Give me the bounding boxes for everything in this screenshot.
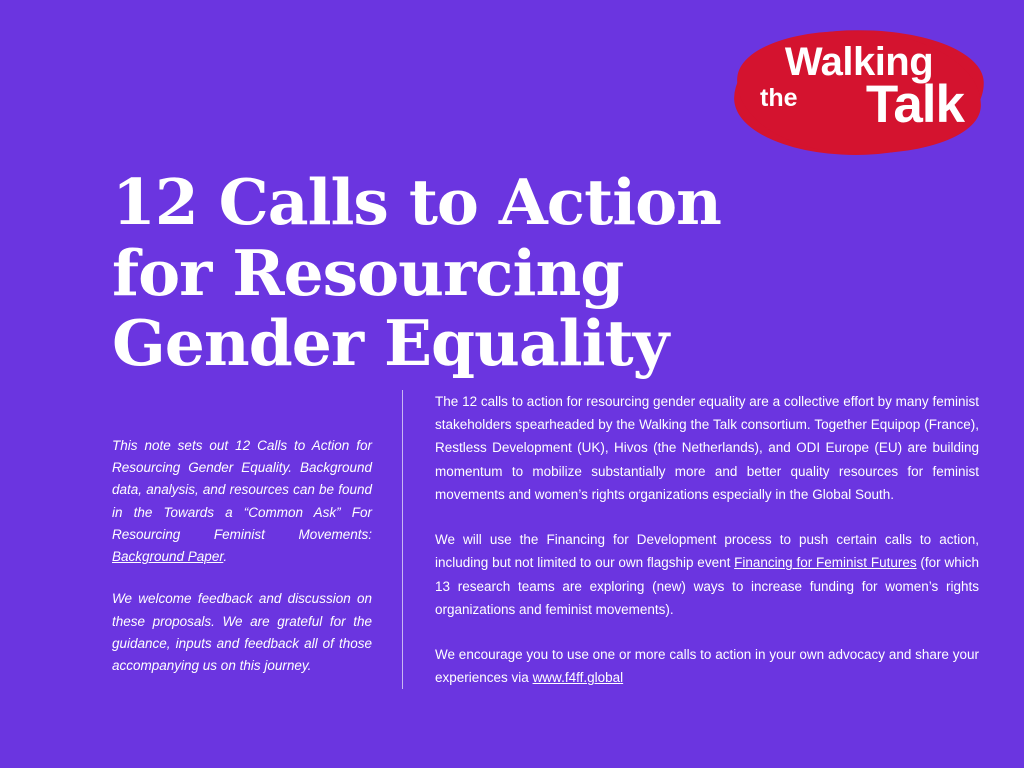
note-paragraph-1-tail: . [223,549,228,565]
right-body-column [435,390,979,689]
body-paragraph-2 [435,528,979,621]
note-paragraph-2: We welcome feedback and discussion on these proposals. We are grateful for the guidance, inputs and feedback all of those accompanying us on this journey. [112,591,372,674]
page-title [112,167,812,379]
logo-line-the: the [760,84,798,112]
body-paragraph-1: The 12 calls to action for resourcing gender equality are a collective effort by many feminist stakeholders spearheaded by the Walking the Talk consortium. Together Equipop (France), Restless Development (UK), Hivos (the Netherlands), and ODI Europe (EU) are building momentum to mobilize substantially more and better quality resources for feminist movements and women’s rights organizations especially in the Global South. [435,394,979,502]
body-paragraph-2-head: We will use the Financing for Development process to push certain calls to action, including but not limited to our own flagship event [435,532,979,571]
title-line-2: for Resourcing [112,235,624,310]
column-divider [402,390,403,689]
walking-the-talk-logo [734,30,984,155]
body-paragraph-3-head: We encourage you to use one or more calls to action in your own advocacy and share your experiences via [435,646,979,686]
title-line-3: Gender Equality [112,306,669,381]
note-paragraph-1 [112,435,372,569]
title-line-1: 12 Calls to Action [112,165,721,240]
body-paragraph-3 [435,643,979,689]
left-note-column [112,390,402,689]
background-paper-link[interactable]: Background Paper [112,549,224,565]
financing-for-feminist-futures-link[interactable]: Financing for Feminist Futures [734,555,917,571]
note-paragraph-1-text: This note sets out 12 Calls to Action for Resourcing Gender Equality. Background data, analysis, and resources can be found in the Towards a “Common Ask” For Resourcing Feminist Movements: [112,437,372,542]
logo-line-talk: Talk [865,75,964,134]
logo-line-walking: Walking [784,40,934,84]
content-columns [112,390,979,689]
f4ff-global-link[interactable]: www.f4ff.global [532,670,624,686]
logo-text [734,30,984,155]
body-paragraph-2-tail: (for which 13 research teams are exploring (new) ways to increase funding for women’s rights organizations and feminist movements). [435,555,979,617]
